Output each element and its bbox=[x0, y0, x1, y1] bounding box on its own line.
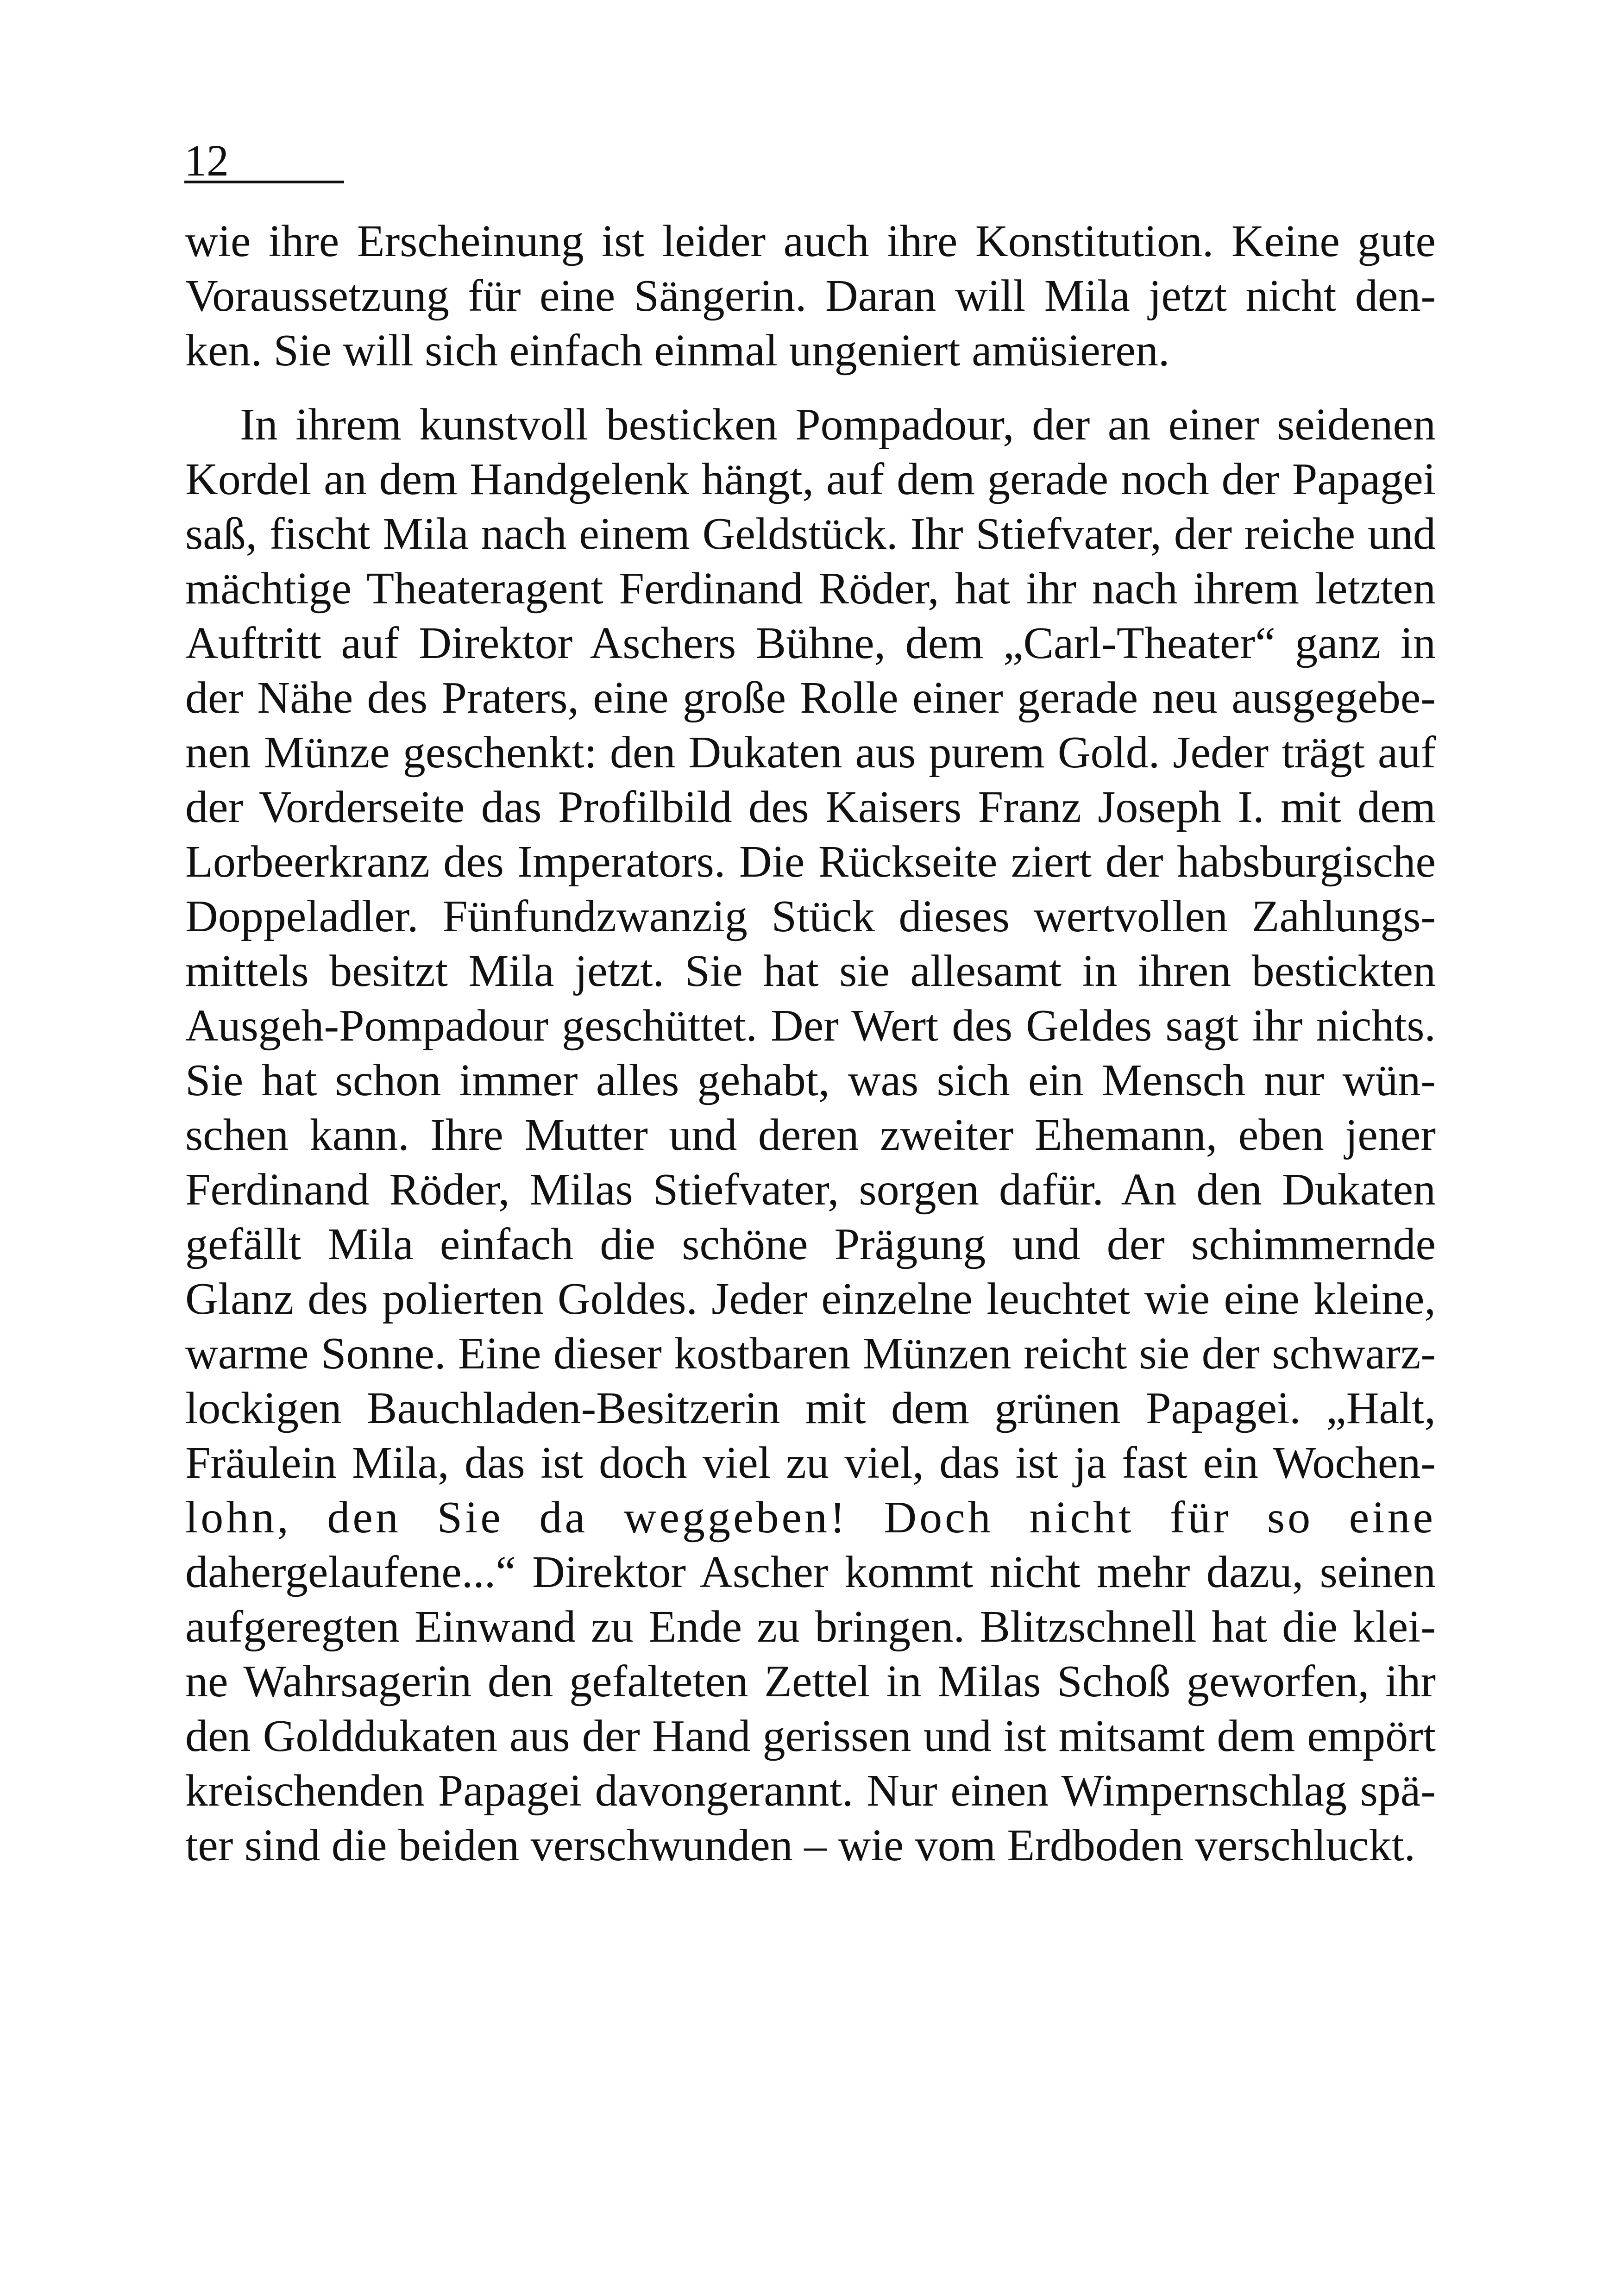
text-line: den Golddukaten aus der Hand gerissen und ist mitsamt dem empört bbox=[185, 1711, 1436, 1761]
text-line: Ausgeh-Pompadour geschüttet. Der Wert des Geldes sagt ihr nichts. bbox=[185, 1001, 1436, 1051]
text-line: Fräulein Mila, das ist doch viel zu viel, das ist ja fast ein Wochen- bbox=[185, 1438, 1436, 1488]
text-line: schen kann. Ihre Mutter und deren zweiter Ehemann, eben jener bbox=[185, 1110, 1436, 1160]
text-line: Kordel an dem Handgelenk hängt, auf dem gerade noch der Papagei bbox=[185, 454, 1436, 504]
header-rule bbox=[184, 181, 344, 183]
text-line: mächtige Theateragent Ferdinand Röder, hat ihr nach ihrem letzten bbox=[185, 564, 1436, 614]
text-line: Voraussetzung für eine Sängerin. Daran will Mila jetzt nicht den- bbox=[185, 271, 1436, 321]
text-line: ter sind die beiden verschwunden – wie vom Erdboden verschluckt. bbox=[185, 1820, 1416, 1870]
text-line: warme Sonne. Eine dieser kostbaren Münzen reicht sie der schwarz- bbox=[185, 1329, 1436, 1379]
text-line: Glanz des polierten Goldes. Jeder einzelne leuchtet wie eine kleine, bbox=[185, 1274, 1436, 1324]
text-line: saß, fischt Mila nach einem Geldstück. Ihr Stiefvater, der reiche und bbox=[185, 509, 1436, 559]
text-line: gefällt Mila einfach die schöne Prägung und der schimmernde bbox=[185, 1219, 1436, 1269]
text-line: Sie hat schon immer alles gehabt, was sich ein Mensch nur wün- bbox=[185, 1055, 1436, 1105]
text-line: ne Wahrsagerin den gefalteten Zettel in Milas Schoß geworfen, ihr bbox=[185, 1656, 1436, 1706]
text-line: wie ihre Erscheinung ist leider auch ihre Konstitution. Keine gute bbox=[185, 216, 1436, 266]
text-line: lockigen Bauchladen-Besitzerin mit dem grünen Papagei. „Halt, bbox=[185, 1383, 1436, 1433]
text-line: Lorbeerkranz des Imperators. Die Rückseite ziert der habsburgische bbox=[185, 837, 1436, 887]
paragraph-2 bbox=[185, 397, 1436, 1873]
text-line: kreischenden Papagei davongerannt. Nur einen Wimpernschlag spä- bbox=[185, 1766, 1436, 1816]
text-line: der Nähe des Praters, eine große Rolle einer gerade neu ausgegebe- bbox=[185, 673, 1436, 723]
paragraph-gap bbox=[185, 378, 1436, 397]
text-line: In ihrem kunstvoll besticken Pompadour, der an einer seidenen bbox=[240, 400, 1436, 450]
text-line: lohn, den Sie da weggeben! Doch nicht für so eine bbox=[185, 1493, 1436, 1543]
text-line: aufgeregten Einwand zu Ende zu bringen. Blitzschnell hat die klei- bbox=[185, 1602, 1436, 1652]
page-number: 12 bbox=[184, 136, 229, 185]
text-line: Doppeladler. Fünfundzwanzig Stück dieses wertvollen Zahlungs- bbox=[185, 891, 1436, 941]
text-line: mittels besitzt Mila jetzt. Sie hat sie allesamt in ihren bestickten bbox=[185, 946, 1436, 996]
body-text bbox=[185, 214, 1436, 1873]
text-line: Auftritt auf Direktor Aschers Bühne, dem „Carl-Theater“ ganz in bbox=[185, 618, 1436, 668]
text-line: ken. Sie will sich einfach einmal ungeniert amüsieren. bbox=[185, 326, 1170, 376]
page-header bbox=[184, 135, 344, 186]
paragraph-1 bbox=[185, 214, 1436, 378]
text-line: der Vorderseite das Profilbild des Kaisers Franz Joseph I. mit dem bbox=[185, 782, 1436, 832]
text-line: nen Münze geschenkt: den Dukaten aus purem Gold. Jeder trägt auf bbox=[185, 728, 1436, 778]
text-line: dahergelaufene...“ Direktor Ascher kommt nicht mehr dazu, seinen bbox=[185, 1547, 1436, 1597]
text-line: Ferdinand Röder, Milas Stiefvater, sorgen dafür. An den Dukaten bbox=[185, 1165, 1436, 1215]
